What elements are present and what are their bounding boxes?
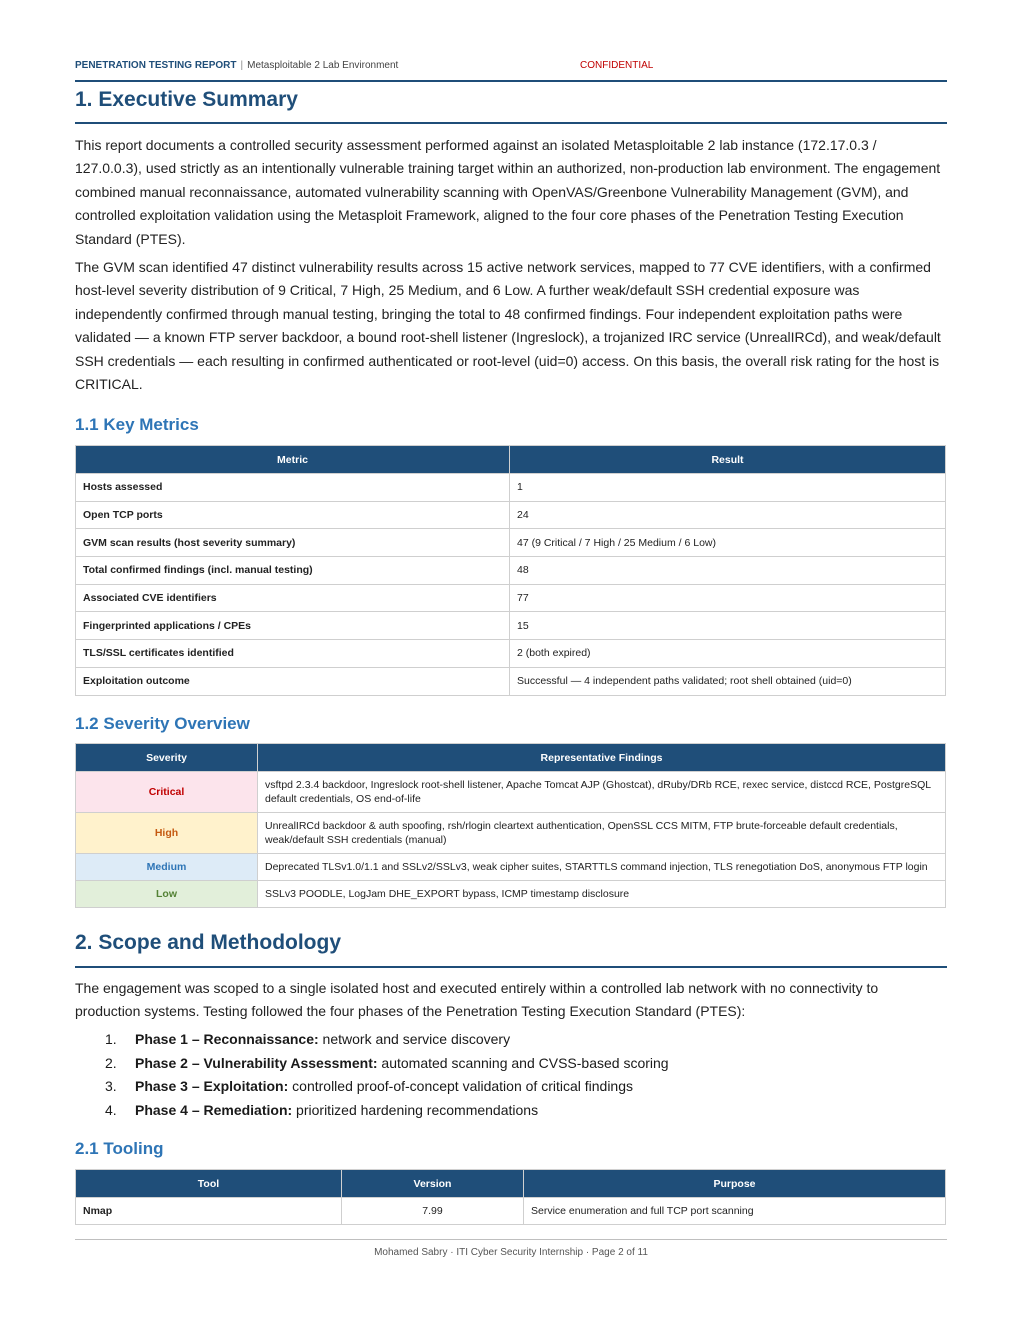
key-metrics-table — [75, 445, 946, 696]
findings-cell: UnrealIRCd backdoor & auth spoofing, rsh/rlogin cleartext authentication, OpenSSL CCS MITM, FTP brute-forceable default credentials, weak/default SSH credentials (manual) — [258, 813, 946, 854]
severity-medium-cell: Medium — [76, 854, 258, 881]
table-header-row — [76, 744, 946, 772]
table-row — [76, 881, 946, 908]
list-item — [105, 1028, 669, 1052]
metric-name: TLS/SSL certificates identified — [76, 640, 510, 668]
list-number: 4. — [105, 1101, 117, 1118]
metric-name: Open TCP ports — [76, 501, 510, 529]
table-row — [76, 557, 946, 585]
findings-cell: vsftpd 2.3.4 backdoor, Ingreslock root-shell listener, Apache Tomcat AJP (Ghostcat), dRuby/DRb RCE, rexec service, distccd RCE, PostgreSQL default credentials, OS end-of-life — [258, 772, 946, 813]
summary-paragraph-1: This report documents a controlled security assessment performed against an isolated Metasploitable 2 lab instance (172.17.0.3 / 127.0.0.3), used strictly as an intentionally vulnerable training target within an authorized, non-production lab environment. The engagement combined manual reconnaissance, automated vulnerability scanning with OpenVAS/Greenbone Vulnerability Management (GVM), and controlled exploitation validation using the Metasploit Framework, aligned to the four core phases of the Penetration Testing Execution Standard (PTES). — [75, 137, 941, 247]
table-header-row — [76, 446, 946, 474]
tool-version: 7.99 — [342, 1198, 524, 1225]
footer-rule — [75, 1239, 947, 1240]
table-row — [76, 667, 946, 695]
phase-text: network and service discovery — [318, 1031, 511, 1047]
report-subtitle: Metasploitable 2 Lab Environment — [247, 60, 399, 71]
table-row — [76, 529, 946, 557]
confidential-label: CONFIDENTIAL — [580, 60, 654, 71]
list-number: 3. — [105, 1078, 117, 1095]
metric-result: 1 — [510, 474, 946, 502]
section-title-executive-summary: 1. Executive Summary — [75, 88, 298, 111]
table-row — [76, 813, 946, 854]
header-separator: | — [240, 60, 244, 71]
phase-label: Phase 4 – Remediation: — [135, 1101, 293, 1118]
metric-result: 15 — [510, 612, 946, 640]
findings-cell: Deprecated TLSv1.0/1.1 and SSLv2/SSLv3, weak cipher suites, STARTTLS command injection, TLS renegotiation DoS, anonymous FTP login — [258, 854, 946, 881]
section-rule — [75, 966, 947, 968]
table-row — [76, 474, 946, 502]
metric-name: GVM scan results (host severity summary) — [76, 529, 510, 557]
column-header: Version — [342, 1170, 524, 1198]
list-item — [105, 1052, 669, 1076]
metric-name: Hosts assessed — [76, 474, 510, 502]
severity-high-cell: High — [76, 813, 258, 854]
phase-text: automated scanning and CVSS-based scoring — [377, 1054, 669, 1071]
subsection-title-tooling: 2.1 Tooling — [75, 1139, 164, 1158]
table-row — [76, 612, 946, 640]
phase-label: Phase 3 – Exploitation: — [135, 1078, 289, 1095]
tooling-table — [75, 1169, 946, 1225]
table-row — [76, 854, 946, 881]
phase-text: prioritized hardening recommendations — [292, 1101, 539, 1118]
table-row — [76, 584, 946, 612]
page-header — [75, 60, 947, 71]
column-header: Metric — [76, 446, 510, 474]
scope-paragraph: The engagement was scoped to a single isolated host and executed entirely within a controlled lab network with no connectivity to production systems. Testing followed the four phases of the Penetration Testing Execution Standard (PTES): — [75, 980, 879, 1020]
severity-critical-cell: Critical — [76, 772, 258, 813]
severity-low-cell: Low — [76, 881, 258, 908]
list-number: 1. — [105, 1031, 117, 1047]
column-header: Severity — [76, 744, 258, 772]
table-row — [76, 501, 946, 529]
metric-name: Associated CVE identifiers — [76, 584, 510, 612]
list-item — [105, 1099, 669, 1123]
phase-label: Phase 2 – Vulnerability Assessment: — [135, 1054, 378, 1071]
column-header: Representative Findings — [258, 744, 946, 772]
metric-result: 24 — [510, 501, 946, 529]
table-row — [76, 1198, 946, 1225]
findings-cell: SSLv3 POODLE, LogJam DHE_EXPORT bypass, ICMP timestamp disclosure — [258, 881, 946, 908]
header-rule — [75, 80, 947, 82]
subsection-title-key-metrics: 1.1 Key Metrics — [75, 415, 199, 434]
metric-result: 48 — [510, 557, 946, 585]
subsection-title-severity-overview: 1.2 Severity Overview — [75, 714, 250, 733]
tool-purpose: Service enumeration and full TCP port scanning — [524, 1198, 946, 1225]
phase-text: controlled proof-of-concept validation of critical findings — [288, 1078, 634, 1095]
metric-name: Exploitation outcome — [76, 667, 510, 695]
metric-name: Total confirmed findings (incl. manual testing) — [76, 557, 510, 585]
table-row — [76, 772, 946, 813]
phase-label: Phase 1 – Reconnaissance: — [135, 1031, 319, 1047]
metric-name: Fingerprinted applications / CPEs — [76, 612, 510, 640]
metric-result: 77 — [510, 584, 946, 612]
metric-result: 2 (both expired) — [510, 640, 946, 668]
table-row — [76, 640, 946, 668]
list-item — [105, 1075, 669, 1099]
ptes-phase-list — [105, 1028, 669, 1122]
report-brand: PENETRATION TESTING REPORT — [75, 60, 237, 71]
list-number: 2. — [105, 1054, 117, 1071]
metric-result: Successful — 4 independent paths validated; root shell obtained (uid=0) — [510, 667, 946, 695]
column-header: Result — [510, 446, 946, 474]
column-header: Tool — [76, 1170, 342, 1198]
table-header-row — [76, 1170, 946, 1198]
section-title-scope-methodology: 2. Scope and Methodology — [75, 931, 342, 954]
severity-overview-table — [75, 743, 946, 908]
page-footer: Mohamed Sabry · ITI Cyber Security Internship · Page 2 of 11 — [374, 1247, 648, 1258]
summary-paragraph-2: The GVM scan identified 47 distinct vulnerability results across 15 active network services, mapped to 77 CVE identifiers, with a confirmed host-level severity distribution of 9 Critical, 7 High, 25 Medium, and 6 Low. A further weak/default SSH credential exposure was independently confirmed through manual testing, bringing the total to 48 confirmed findings. Four independent exploitation paths were validated — a known FTP server backdoor, a bound root-shell listener (Ingreslock), a trojanized IRC service (UnrealIRCd), and weak/default SSH credentials — each resulting in confirmed authenticated or root-level (uid=0) access. On this basis, the overall risk rating for the host is CRITICAL. — [75, 259, 941, 393]
section-rule — [75, 122, 947, 124]
metric-result: 47 (9 Critical / 7 High / 25 Medium / 6 Low) — [510, 529, 946, 557]
tool-name: Nmap — [76, 1198, 342, 1225]
column-header: Purpose — [524, 1170, 946, 1198]
